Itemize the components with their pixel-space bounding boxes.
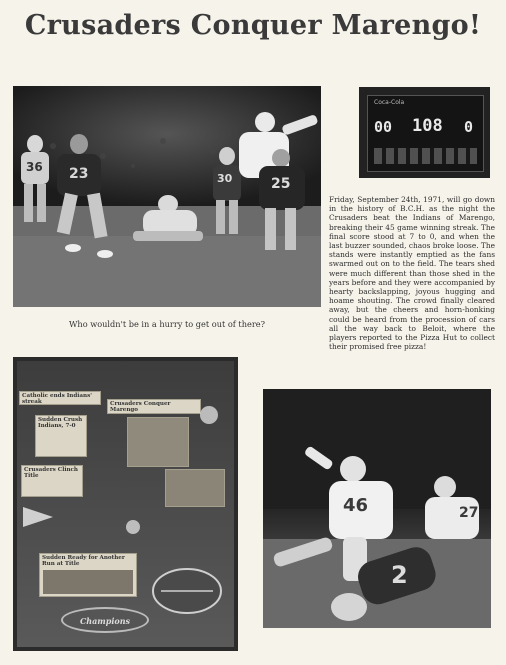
scoreboard-brand: Coca-Cola <box>374 99 405 106</box>
jersey-number: 23 <box>69 166 89 182</box>
clipping-clinch-title: Crusaders Clinch Title <box>21 465 83 497</box>
page-headline: Crusaders Conquer Marengo! <box>24 10 482 41</box>
scoreboard-clock: 108 <box>412 116 443 136</box>
clipping-catholic-streak: Catholic ends Indians' streak <box>19 391 101 405</box>
tackle-photo-art <box>263 389 491 628</box>
champions-sign <box>61 607 149 633</box>
trophy-display-case-photo <box>13 357 238 651</box>
scoreboard-visitor-score: 0 <box>464 118 474 136</box>
clipping-sudden-ready: Sudden Ready for Another Run at Title <box>39 553 137 597</box>
scoreboard-lights <box>374 148 477 164</box>
display-case-art <box>13 357 238 651</box>
football-action-photo <box>13 86 321 307</box>
jersey-number: 46 <box>343 495 369 516</box>
champions-sign-text: Champions <box>79 616 131 626</box>
jersey-number: 30 <box>217 172 233 185</box>
football-tackle-photo <box>263 389 491 628</box>
jersey-number: 36 <box>26 160 43 174</box>
scoreboard-home-score: 00 <box>374 118 393 136</box>
clipping-sudden-crush: Sudden Crush Indians, 7-0 <box>35 415 87 457</box>
jersey-number: 2 <box>391 561 408 589</box>
story-text: Friday, September 24th, 1971, will go down in the history of B.C.H. as the night the Crusaders beat the Indians of Marengo, breaking their 45 game winning streak. The final score stood at 7 to 0, and when the last buzzer sounded, chaos broke loose. The stands were instantly emptied as the fans swarmed out on to the field. The tears shed were much different than those shed in the years before and they were accompanied by hearty backslapping, joyous hugging and hoame shouting. The crowd finally cleared away, but the cheers and horn-honking could be heard from the procession of cars all the way back to Beloit, where the players reported to the Pizza Hut to collect their promised free pizza! <box>329 195 495 352</box>
photo-caption: Who wouldn't be in a hurry to get out of there? <box>69 319 265 329</box>
jersey-number: 27 <box>459 505 479 521</box>
scoreboard-panel <box>367 95 484 172</box>
scoreboard-photo <box>359 87 490 178</box>
action-photo-art <box>13 86 321 307</box>
jersey-number: 25 <box>271 176 291 192</box>
clipping-crusaders-conquer: Crusaders Conquer Marengo <box>107 399 201 414</box>
